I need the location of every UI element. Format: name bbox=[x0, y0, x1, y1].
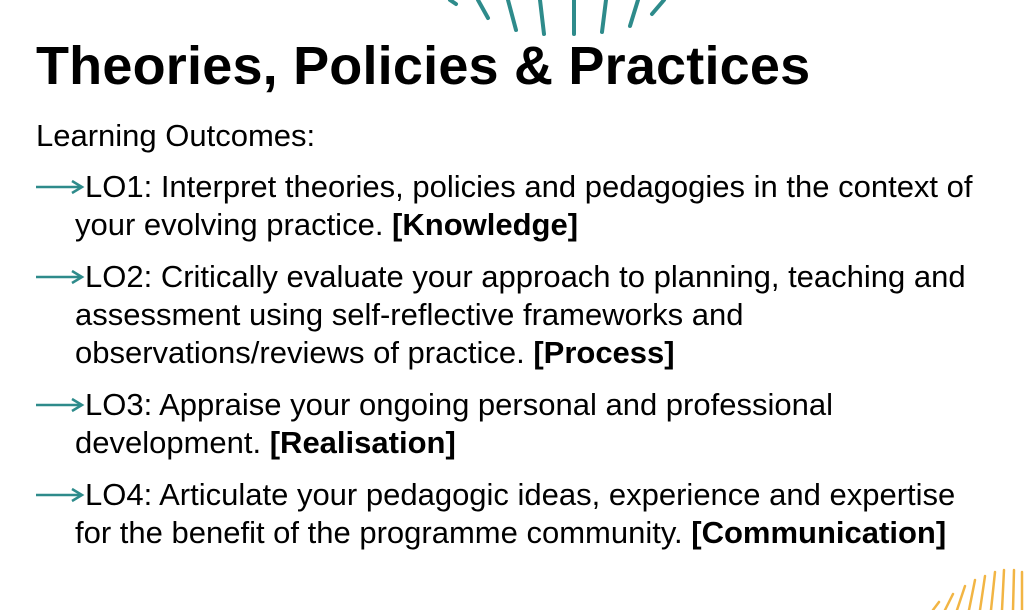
outcome-text: LO2: Critically evaluate your approach to planning, teaching and assessment using self-reflective frameworks and observations/reviews of practice. bbox=[75, 259, 966, 370]
learning-outcome-1 bbox=[36, 168, 996, 244]
outcome-tag: [Process] bbox=[533, 335, 675, 370]
sunburst-decoration-bottom bbox=[925, 568, 1024, 610]
outcome-tag: [Communication] bbox=[691, 515, 947, 550]
outcome-text: LO3: Appraise your ongoing personal and professional development. bbox=[75, 387, 833, 460]
outcome-text: LO1: Interpret theories, policies and pedagogies in the context of your evolving practice. bbox=[75, 169, 973, 242]
learning-outcome-3 bbox=[36, 386, 996, 462]
learning-outcomes-heading: Learning Outcomes: bbox=[36, 118, 316, 153]
page-title: Theories, Policies & Practices bbox=[36, 36, 811, 96]
arrow-right-icon bbox=[36, 386, 86, 413]
outcome-tag: [Knowledge] bbox=[392, 207, 579, 242]
arrow-right-icon bbox=[36, 258, 86, 285]
outcome-tag: [Realisation] bbox=[269, 425, 456, 460]
learning-outcomes-list bbox=[36, 168, 996, 566]
arrow-right-icon bbox=[36, 476, 86, 503]
arrow-right-icon bbox=[36, 168, 86, 195]
learning-outcome-4 bbox=[36, 476, 996, 552]
learning-outcome-2 bbox=[36, 258, 996, 372]
outcome-text: LO4: Articulate your pedagogic ideas, experience and expertise for the benefit of the programme community. bbox=[75, 477, 956, 550]
